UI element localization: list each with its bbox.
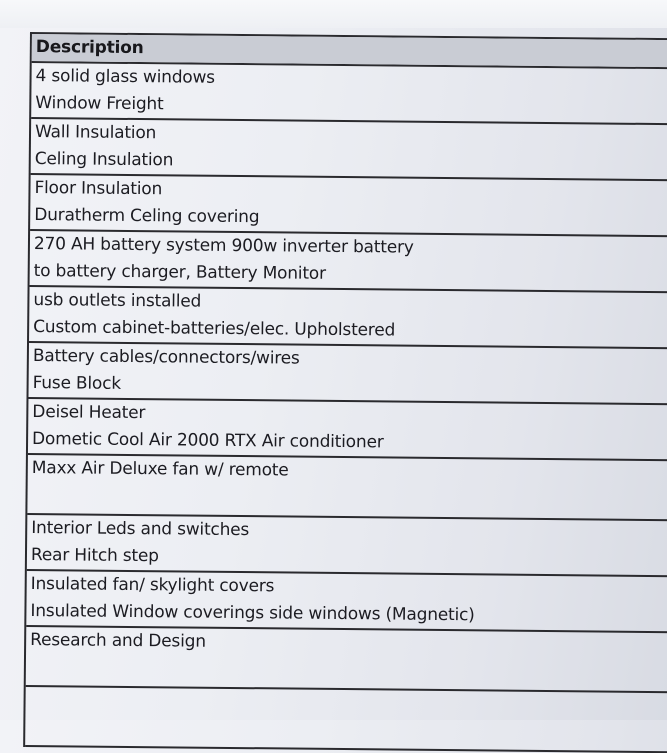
table-cell: Custom cabinet-batteries/elec. Upholstered xyxy=(33,317,396,341)
table-cell: Floor Insulation xyxy=(34,178,163,200)
table-cell: usb outlets installed xyxy=(33,290,202,312)
table-row-group xyxy=(26,627,667,693)
table-cell: Duratherm Celing covering xyxy=(34,205,260,228)
table-body xyxy=(25,63,667,753)
table-row-group xyxy=(26,571,667,633)
table-row-group xyxy=(31,119,667,181)
table-cell: Celing Insulation xyxy=(34,149,174,171)
table-row-group xyxy=(30,231,667,293)
table-cell: Window Freight xyxy=(35,93,164,115)
paper-top-margin xyxy=(0,0,667,28)
table-cell: to battery charger, Battery Monitor xyxy=(33,261,326,284)
table-cell xyxy=(25,687,667,751)
column-header-description: Description xyxy=(32,34,667,67)
table-cell: Dometic Cool Air 2000 RTX Air conditioner xyxy=(31,429,384,453)
table-row-group xyxy=(30,175,667,237)
table-cell: Deisel Heater xyxy=(32,402,146,424)
table-row-group xyxy=(31,63,667,125)
table-cell: Battery cables/connectors/wires xyxy=(32,346,300,369)
table-cell: Research and Design xyxy=(30,630,206,652)
table-cell: Interior Leds and switches xyxy=(31,518,250,541)
table-cell: Insulated Window coverings side windows (Magnetic) xyxy=(30,601,475,626)
table-row-group xyxy=(28,399,667,461)
table-cell: 4 solid glass windows xyxy=(35,66,215,88)
description-table xyxy=(23,32,667,753)
table-row-group xyxy=(27,455,667,521)
table-cell: Fuse Block xyxy=(32,373,122,394)
table-row-group xyxy=(27,515,667,577)
table-cell: 270 AH battery system 900w inverter battery xyxy=(33,234,414,258)
table-row-group xyxy=(28,343,667,405)
table-cell: Insulated fan/ skylight covers xyxy=(30,574,275,597)
table-row-group xyxy=(29,287,667,349)
table-cell: Maxx Air Deluxe fan w/ remote xyxy=(31,458,289,481)
table-cell: Wall Insulation xyxy=(34,122,157,144)
table-cell: Rear Hitch step xyxy=(30,545,159,567)
